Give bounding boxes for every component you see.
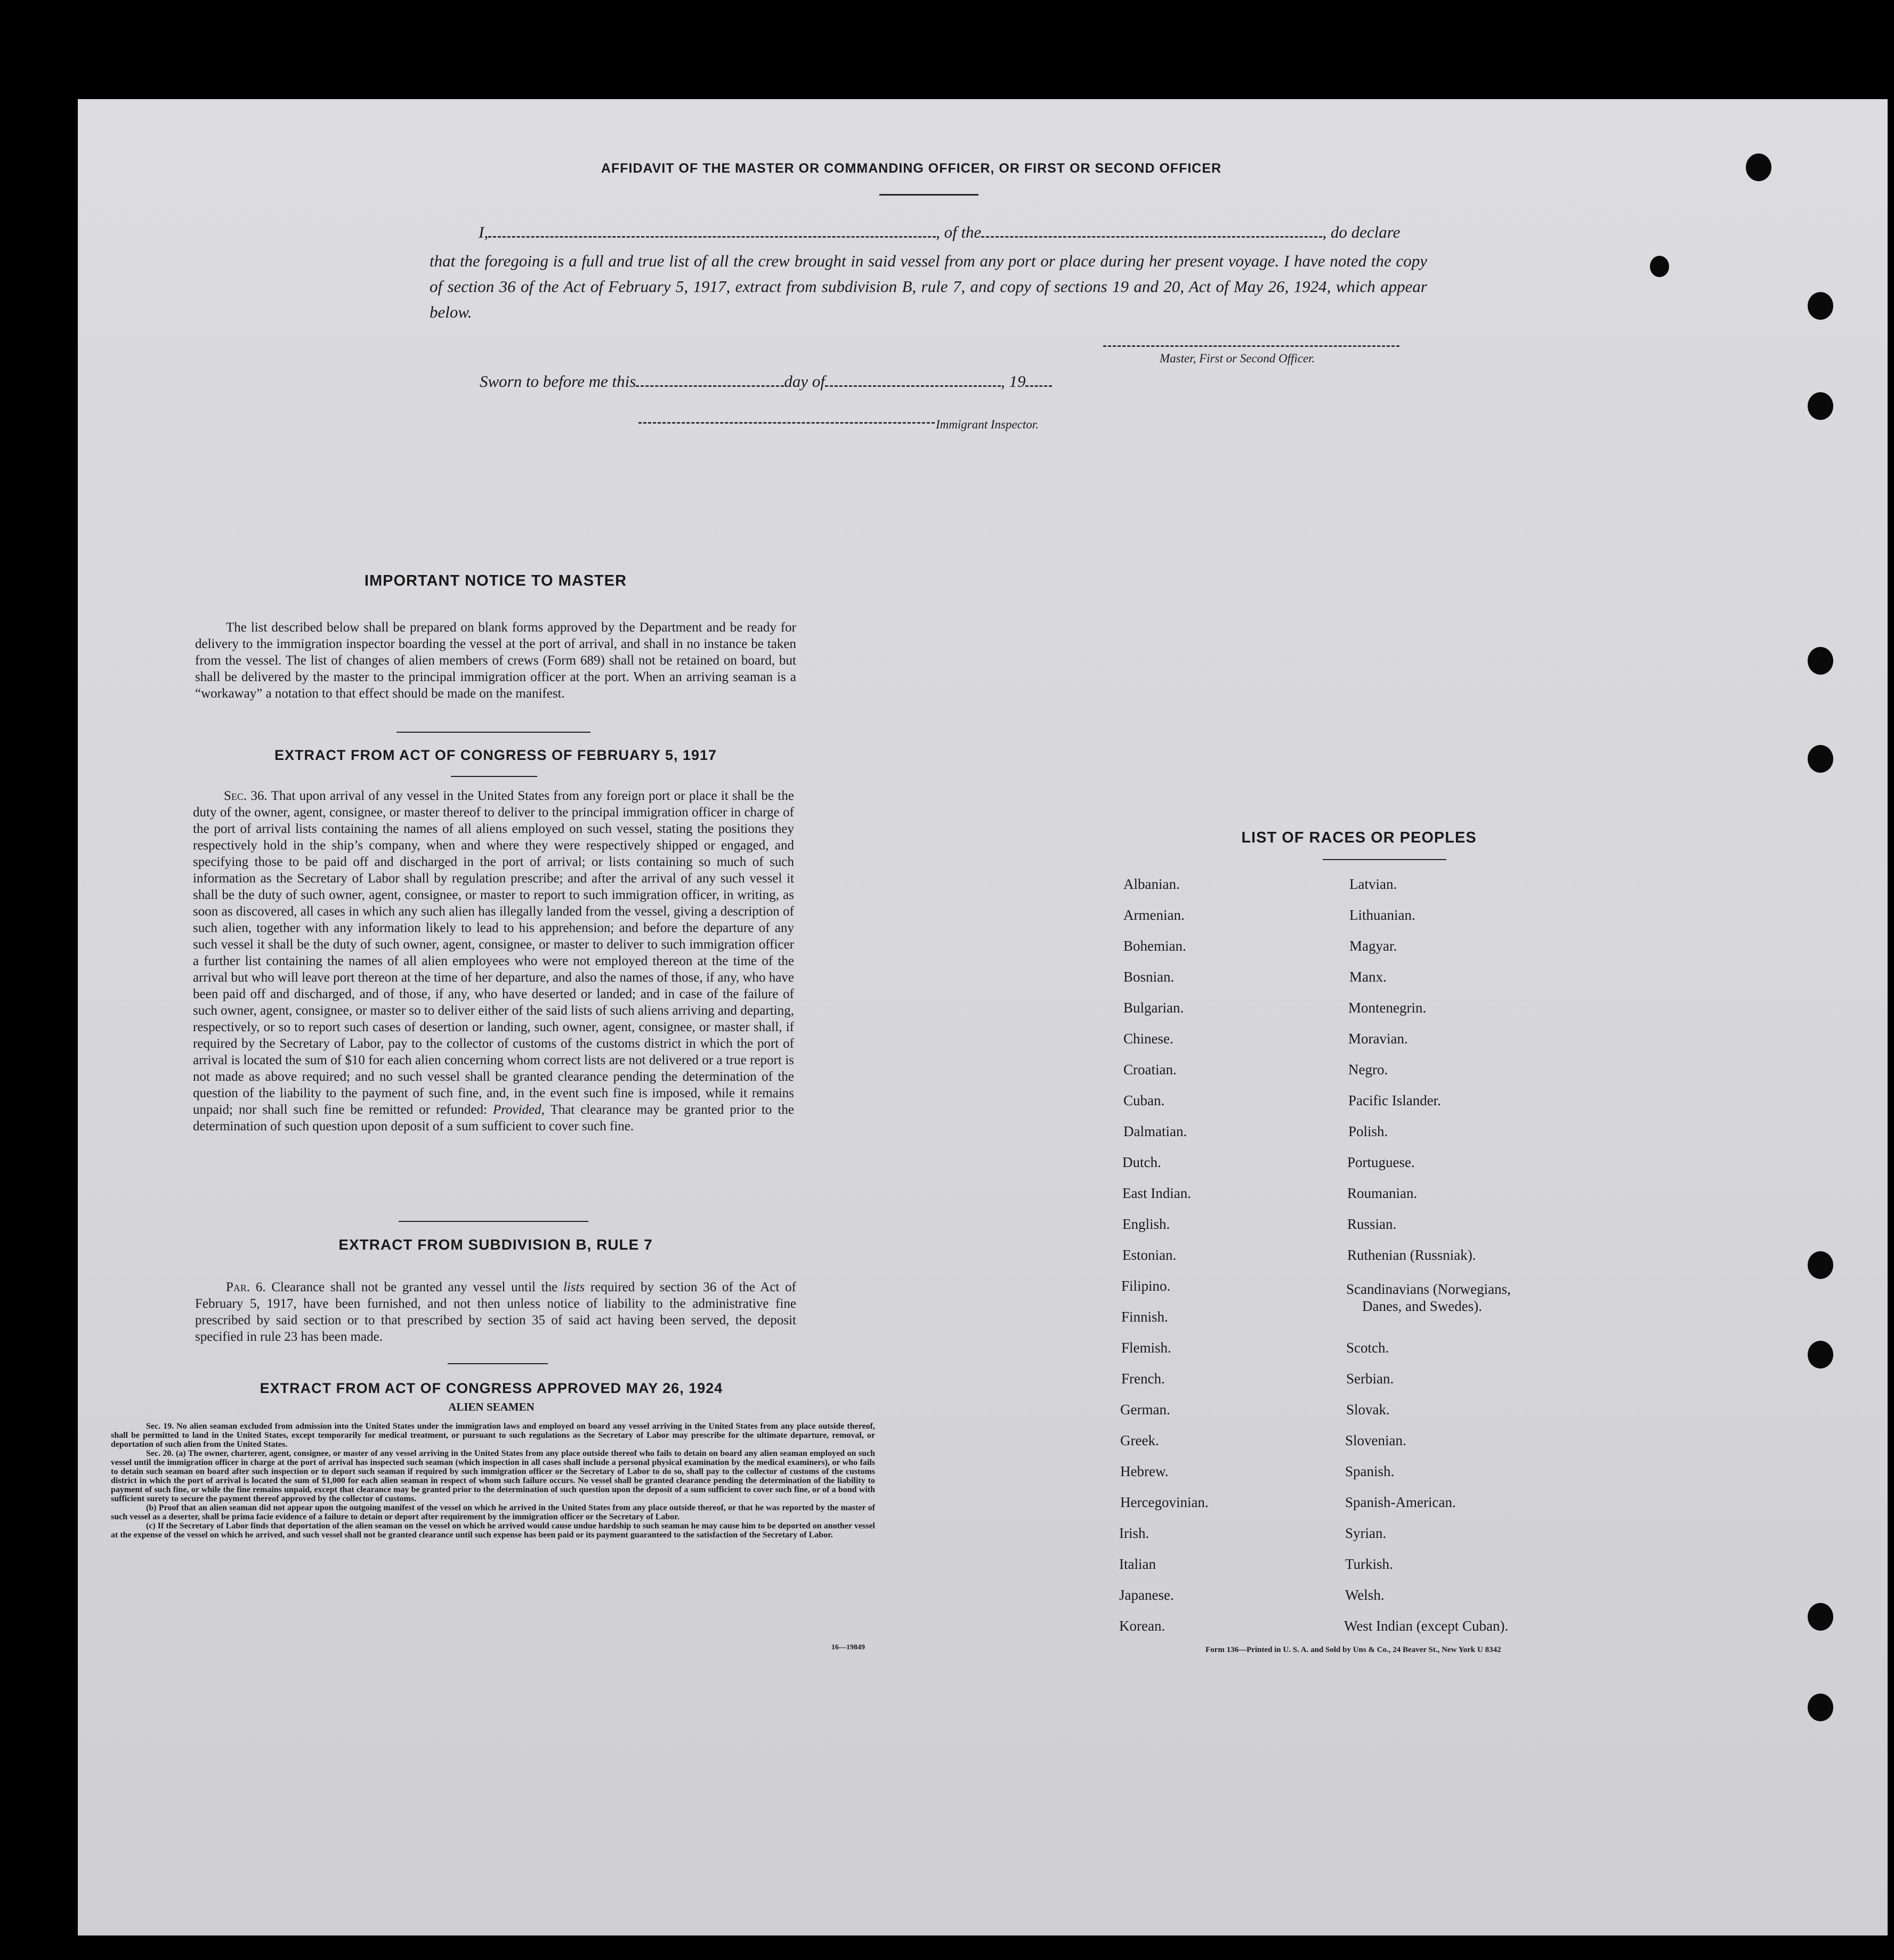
race-bosnian: Bosnian.	[1123, 969, 1175, 985]
race-german: German.	[1120, 1402, 1170, 1418]
affidavit-line1	[479, 223, 1427, 242]
race-manx: Manx.	[1349, 969, 1387, 985]
race-magyar: Magyar.	[1349, 938, 1397, 954]
race-hebrew: Hebrew.	[1120, 1463, 1169, 1479]
binder-hole	[1808, 745, 1833, 773]
name-field[interactable]	[488, 236, 936, 238]
race-ruthenian: Ruthenian (Russniak).	[1347, 1247, 1476, 1263]
race-russian: Russian.	[1347, 1216, 1397, 1232]
printer-footer: Form 136—Printed in U. S. A. and Sold by Uns & Co., 24 Beaver St., New York U 8342	[1205, 1646, 1501, 1654]
race-serbian: Serbian.	[1346, 1371, 1394, 1387]
binder-hole	[1808, 1603, 1833, 1631]
extract-1924-body	[111, 1422, 875, 1540]
race-montenegrin: Montenegrin.	[1348, 1000, 1427, 1016]
race-welsh: Welsh.	[1345, 1587, 1385, 1603]
race-polish: Polish.	[1348, 1123, 1388, 1139]
section-tail: That clearance may be granted prior to the determination of such question upon deposit of a sum sufficient to cover such fine.	[193, 1103, 795, 1133]
sworn-dayof-label: day of	[784, 372, 825, 391]
race-korean: Korean.	[1119, 1618, 1165, 1634]
race-negro: Negro.	[1348, 1062, 1388, 1078]
alien-seamen-subtitle: ALIEN SEAMEN	[448, 1400, 535, 1413]
race-scotch: Scotch.	[1346, 1340, 1389, 1356]
race-italian: Italian	[1119, 1556, 1156, 1572]
section-label: Sec. 36.	[224, 789, 268, 803]
race-cuban: Cuban.	[1123, 1092, 1165, 1108]
binder-hole	[1808, 1694, 1833, 1721]
race-armenian: Armenian.	[1123, 907, 1185, 923]
affidavit-body: that the foregoing is a full and true list of all the crew brought in said vessel from any port or place during her present voyage. I have noted the copy of section 36 of the Act of February 5, 1917, extract from subdivision B, rule 7, and copy of sections 19 and 20, Act of May 26, 1924, which appear below.	[430, 252, 1427, 321]
race-slovenian: Slovenian.	[1345, 1432, 1406, 1448]
race-syrian: Syrian.	[1345, 1525, 1387, 1541]
race-scandinavians-cont: Danes, and Swedes).	[1362, 1298, 1482, 1314]
sworn-day-field[interactable]	[636, 385, 784, 387]
binder-hole	[1650, 256, 1669, 277]
binder-hole	[1808, 647, 1833, 675]
affidavit-of-the: , of the	[936, 223, 982, 241]
race-scandinavians: Scandinavians (Norwegians,	[1346, 1281, 1511, 1297]
divider	[396, 732, 590, 733]
sworn-year-field[interactable]	[1025, 385, 1052, 387]
race-finnish: Finnish.	[1121, 1309, 1168, 1325]
race-filipino: Filipino.	[1121, 1278, 1171, 1294]
race-greek: Greek.	[1120, 1432, 1159, 1448]
rule7-text-a: Clearance shall not be granted any vessel until the	[271, 1280, 558, 1294]
inspector-signature-line[interactable]	[638, 422, 935, 424]
race-estonian: Estonian.	[1122, 1247, 1177, 1263]
provided-word: Provided,	[492, 1103, 545, 1117]
sec20a-text: Sec. 20. (a) The owner, charterer, agent, consignee, or master of any vessel arriving in the United States from any place outside thereof who fails to detain on board any alien seaman employed on such vessel until the immigration officer in charge at the port of arrival has inspected such seaman (which inspection in all cases shall include a personal physical examination by the medical examiners), or who fails to detain such seaman on board after such inspection or to deport such seaman if required by such immigration officer or the Secretary of Labor to do so, shall pay to the collector of customs of the customs district in which the port of arrival is located the sum of $1,000 for each alien seaman in respect of whom such failure occurs. No vessel shall be granted clearance pending the determination of the liability to payment of such fine, or while the fine remains unpaid, except that clearance may be granted prior to the determination of such question upon the deposit of a sum sufficient to cover such fine, or of a bond with sufficient surety to secure the payment thereof approved by the collector of customs.	[111, 1449, 875, 1503]
vessel-field[interactable]	[981, 236, 1322, 238]
master-signature-line[interactable]	[1103, 345, 1399, 347]
race-dutch: Dutch.	[1122, 1154, 1161, 1170]
race-portuguese: Portuguese.	[1347, 1154, 1415, 1170]
race-japanese: Japanese.	[1119, 1587, 1174, 1603]
binder-hole	[1746, 153, 1771, 181]
section-text: That upon arrival of any vessel in the United States from any foreign port or place it shall be the duty of the owner, agent, consignee, or master thereof to deliver to the principal immigration officer in charge of the port of arrival lists containing the names of all aliens employed on such vessel, stating the positions they respectively hold in the ship’s company, when and where they were respectively shipped or engaged, and specifying those to be paid off and discharged in the port of arrival; or lists containing so much of such information as the Secretary of Labor shall by regulation prescribe; and after the arrival of any such vessel it shall be the duty of such owner, agent, consignee, or master to report to such immigration officer, in writing, as soon as discovered, all cases in which any such alien has illegally landed from the vessel, giving a description of such alien, together with any information likely to lead to his apprehension; and before the departure of any such vessel it shall be the duty of such owner, agent, consignee, or master to deliver to such immigration officer a further list containing the names of all alien employees who were not employed thereon at the time of the arrival but who will leave port thereon at the time of her departure, and also the names of those, if any, who have been paid off and discharged, and of those, if any, who have deserted or landed; and in case of the failure of such owner, agent, consignee, or master so to deliver either of the said lists of such aliens arriving and departing, respectively, or so to report such cases of desertion or landing, such owner, agent, consignee, or master shall, if required by the Secretary of Labor, pay to the collector of customs of the customs district in which the port of arrival is located the sum of $10 for each alien concerning whom correct lists are not delivered or a true report is not made as above required; and no such vessel shall be granted clearance pending the determination of the question of the liability to the payment of such fine, and, in the event such fine is imposed, while it remains unpaid; nor shall such fine be remitted or refunded:	[193, 789, 794, 1117]
affidavit-i: I,	[479, 223, 489, 241]
binder-hole	[1808, 1251, 1833, 1279]
sworn-label: Sworn to before me this	[480, 372, 636, 391]
race-lithuanian: Lithuanian.	[1349, 907, 1415, 923]
form-code: 16—19849	[831, 1643, 865, 1651]
race-bohemian: Bohemian.	[1123, 938, 1186, 954]
race-turkish: Turkish.	[1345, 1556, 1393, 1572]
race-dalmatian: Dalmatian.	[1123, 1123, 1187, 1139]
divider	[1323, 859, 1446, 860]
race-irish: Irish.	[1119, 1525, 1150, 1541]
sworn-month-field[interactable]	[825, 385, 1001, 387]
race-moravian: Moravian.	[1348, 1031, 1408, 1047]
race-west-indian: West Indian (except Cuban).	[1344, 1618, 1509, 1634]
sworn-year-label: , 19	[1000, 372, 1026, 391]
race-latvian: Latvian.	[1349, 876, 1397, 892]
binder-hole	[1808, 292, 1833, 320]
rule7-text-b: required by section 36 of the Act of February 5, 1917, have been furnished, and not then unless notice of liability to the administrative fine prescribed by said section or to that prescribed by section 35 of said act having been served, the deposit specified in rule 23 has been made.	[195, 1280, 796, 1344]
divider	[451, 776, 537, 777]
lists-word: lists	[563, 1280, 585, 1294]
par-label: Par. 6.	[226, 1280, 266, 1294]
binder-hole	[1808, 1341, 1833, 1368]
sec20b-text: (b) Proof that an alien seaman did not appear upon the outgoing manifest of the vessel on which he arrived in the United States from any place outside thereof, or that he was reported by the master of such vessel as a deserter, shall be prima facie evidence of a failure to detain or deport after requirement by the immigration officer or the Secretary of Labor.	[111, 1503, 875, 1521]
race-spanish: Spanish.	[1345, 1463, 1395, 1479]
race-spanish-american: Spanish-American.	[1345, 1494, 1456, 1510]
race-pacific-islander: Pacific Islander.	[1348, 1092, 1441, 1108]
race-flemish: Flemish.	[1121, 1340, 1171, 1356]
sworn-line	[480, 372, 1052, 391]
notice-title: IMPORTANT NOTICE TO MASTER	[364, 572, 627, 589]
race-albanian: Albanian.	[1123, 876, 1180, 892]
race-hercegovinian: Hercegovinian.	[1120, 1494, 1209, 1510]
sec20c-text: (c) If the Secretary of Labor finds that deportation of the alien seaman on the vessel on which he arrived would cause undue hardship to such seaman he may cause him to be deported on another vessel at the expense of the vessel on which he arrived, and such vessel shall not be granted clearance until such expense has been paid or its payment guaranteed to the satisfaction of the Secretary of Labor.	[111, 1521, 875, 1540]
master-caption: Master, First or Second Officer.	[1160, 352, 1315, 365]
extract-1924-title: EXTRACT FROM ACT OF CONGRESS APPROVED MAY 26, 1924	[260, 1380, 723, 1396]
rule7-title: EXTRACT FROM SUBDIVISION B, RULE 7	[338, 1236, 653, 1253]
race-east-indian: East Indian.	[1122, 1185, 1191, 1201]
races-title: LIST OF RACES OR PEOPLES	[1241, 829, 1477, 846]
divider	[399, 1221, 588, 1222]
extract-1917-body	[193, 788, 794, 1135]
notice-body: The list described below shall be prepared on blank forms approved by the Department and be ready for delivery to the immigration inspector boarding the vessel at the port of arrival, and shall in no instance be taken from the vessel. The list of changes of alien members of crews (Form 689) shall not be retained on board, but shall be delivered by the master to the principal immigration officer at the port. When an arriving seaman is a “workaway” a notation to that effect should be made on the manifest.	[195, 620, 796, 701]
affidavit-title: AFFIDAVIT OF THE MASTER OR COMMANDING OFFICER, OR FIRST OR SECOND OFFICER	[601, 161, 1222, 176]
inspector-caption: Immigrant Inspector.	[936, 418, 1039, 431]
race-english: English.	[1122, 1216, 1170, 1232]
race-french: French.	[1121, 1371, 1165, 1387]
divider	[448, 1363, 548, 1364]
divider	[879, 194, 978, 196]
race-bulgarian: Bulgarian.	[1123, 1000, 1184, 1016]
rule7-body	[195, 1279, 796, 1345]
race-croatian: Croatian.	[1123, 1062, 1177, 1078]
race-slovak: Slovak.	[1346, 1402, 1390, 1418]
extract-1917-title: EXTRACT FROM ACT OF CONGRESS OF FEBRUARY 5, 1917	[274, 747, 717, 763]
binder-hole	[1808, 392, 1833, 420]
affidavit-declare: , do declare	[1322, 223, 1401, 241]
race-chinese: Chinese.	[1123, 1031, 1173, 1047]
race-roumanian: Roumanian.	[1347, 1185, 1418, 1201]
sec19-text: Sec. 19. No alien seaman excluded from admission into the United States under the immigration laws and employed on board any vessel arriving in the United States from any place outside thereof, shall be permitted to land in the United States, except temporarily for medical treatment, or pursuant to such regulations as the Secretary of Labor may prescribe for the ultimate departure, removal, or deportation of such alien from the United States.	[111, 1422, 875, 1449]
